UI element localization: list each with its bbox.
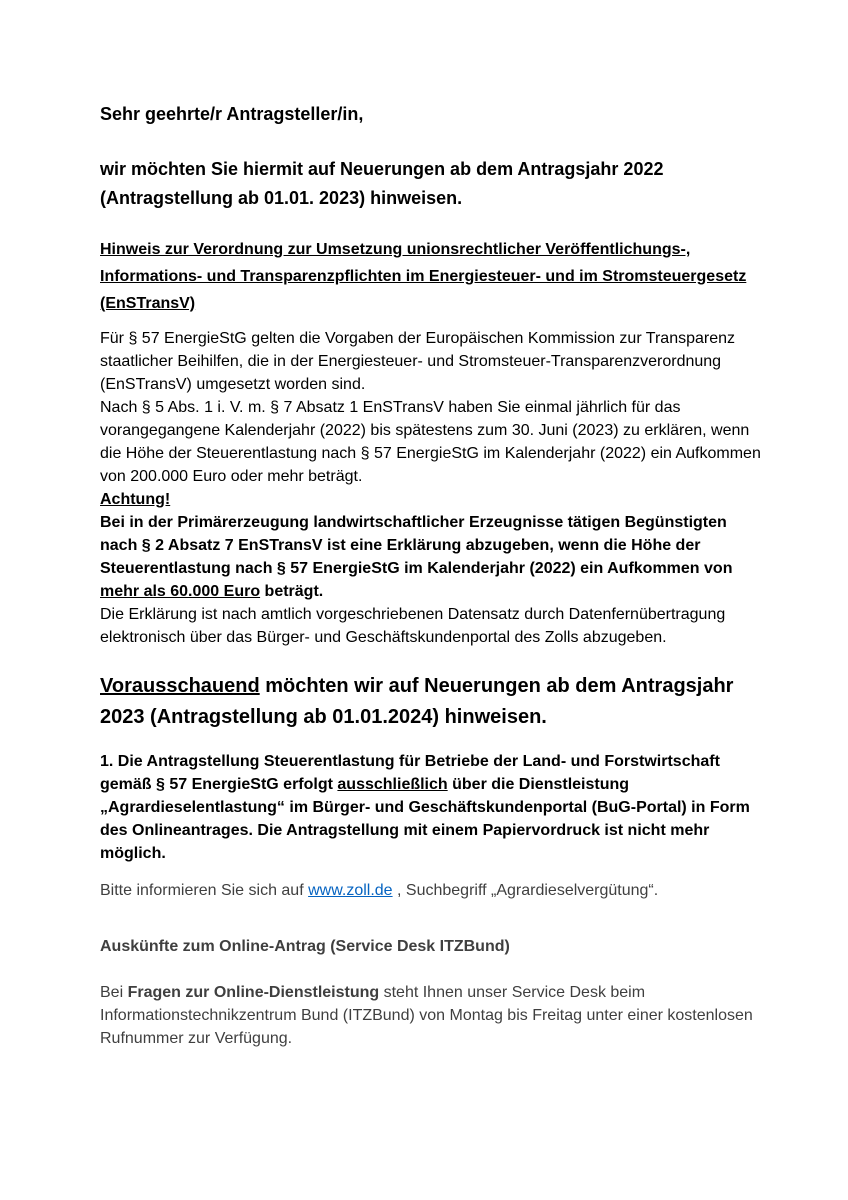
warning-text-start: Bei in der Primärerzeugung landwirtschaftlicher Erzeugnisse tätigen Begünstigten nach § 2 Absatz 7 EnSTransV ist eine Erklärung abzugeben, wenn die Höhe der Steuerentlastung nach § 57 EnergieStG im Kalenderjahr (2022) ein Aufkommen von [100,514,733,577]
heading-auskuenfte-online-antrag: Auskünfte zum Online-Antrag (Service Desk ITZBund) [100,938,510,955]
warning-text-end: beträgt. [260,583,324,600]
service-desk-bold-fragen: Fragen zur Online-Dienstleistung [127,984,380,1001]
paragraph-vorgaben: Für § 57 EnergieStG gelten die Vorgaben der Europäischen Kommission zur Transparenz staatlicher Beihilfen, die in der Energiesteuer- und Stromsteuer-Transparenzverordnung (EnSTransV) umgesetzt worden sind. [100,330,736,393]
service-desk-text-start: Bei [100,984,128,1001]
heading-vorausschauend-underlined: Vorausschauend [100,675,260,697]
zoll-info-text-start: Bitte informieren Sie sich auf [100,882,309,899]
paragraph-zoll-info [100,879,764,902]
warning-amount-underlined: mehr als 60.000 Euro [100,583,261,600]
heading-vorausschauend [100,671,764,733]
paragraph-erklaerung-abgabe: Die Erklärung ist nach amtlich vorgeschriebenen Datensatz durch Datenfernübertragung elektronisch über das Bürger- und Geschäftskundenportal des Zolls abzugeben. [100,606,726,646]
zoll-de-link[interactable]: www.zoll.de [308,882,393,899]
paragraph-erklaerungsfrist: Nach § 5 Abs. 1 i. V. m. § 7 Absatz 1 EnSTransV haben Sie einmal jährlich für das vorangegangene Kalenderjahr (2022) bis spätestens zum 30. Juni (2023) zu erklären, wenn die Höhe der Steuerentlastung nach § 57 EnergieStG im Kalenderjahr (2022) ein Aufkommen von 200.000 Euro oder mehr beträgt. [100,399,761,485]
heading-enstransv: Hinweis zur Verordnung zur Umsetzung unionsrechtlicher Veröffentlichungs-, Informations- und Transparenzpflichten im Energiesteuer- und im Stromsteuergesetz (EnSTransV) [100,241,747,312]
item1-text-start: 1. Die Antragstellung Steuerentlastung für Betriebe der Land- und Forstwirtschaft gemäß § 57 EnergieStG erfolgt [100,753,720,793]
service-desk-text-end: steht Ihnen unser Service Desk beim Informationstechnikzentrum Bund (ITZBund) von Montag bis Freitag unter einer kostenlosen Rufnummer zur Verfügung. [100,984,753,1047]
paragraph-service-desk [100,981,764,1050]
heading-vorausschauend-rest: möchten wir auf Neuerungen ab dem Antragsjahr 2023 (Antragstellung ab 01.01.2024) hinweisen. [100,675,734,728]
intro-paragraph: wir möchten Sie hiermit auf Neuerungen ab dem Antragsjahr 2022 (Antragstellung ab 01.01. 2023) hinweisen. [100,159,664,208]
salutation: Sehr geehrte/r Antragsteller/in, [100,104,364,124]
zoll-info-text-end: , Suchbegriff „Agrardieselvergütung“. [392,882,659,899]
paragraph-antragstellung-online [100,750,764,865]
warning-label: Achtung! [100,491,171,508]
item1-text-end: über die Dienstleistung „Agrardieselentlastung“ im Bürger- und Geschäftskundenportal (BuG-Portal) in Form des Onlineantrages. Die Antragstellung mit einem Papiervordruck ist nicht mehr möglich. [100,776,750,862]
warning-paragraph [100,511,764,603]
item1-ausschliesslich-underlined: ausschließlich [337,776,448,793]
